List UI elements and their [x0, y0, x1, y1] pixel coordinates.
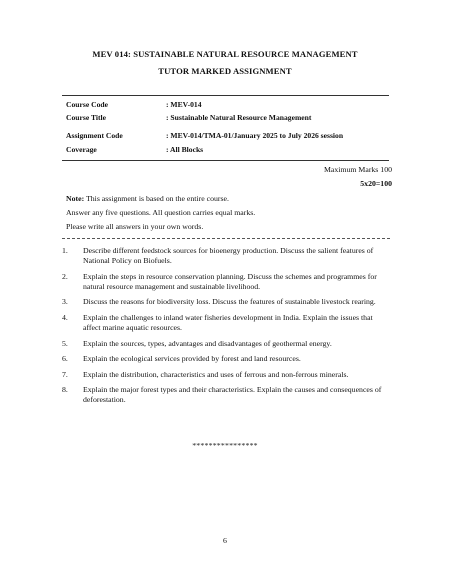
- question-text: Describe different feedstock sources for bioenergy production. Discuss the salient features of National Policy on Biofuels.: [83, 246, 374, 266]
- question-number: 7.: [62, 369, 68, 379]
- top-rule: [62, 95, 389, 96]
- marks-scheme: 5x20=100: [360, 179, 392, 188]
- question-item: [62, 354, 392, 364]
- course-title-heading: MEV 014: SUSTAINABLE NATURAL RESOURCE MANAGEMENT: [92, 49, 358, 59]
- instruction-own-words: Please write all answers in your own words.: [66, 222, 204, 231]
- question-text: Explain the distribution, characteristics and uses of ferrous and non-ferrous minerals.: [83, 369, 349, 379]
- question-number: 6.: [62, 354, 68, 364]
- question-item: [62, 272, 392, 292]
- course-code-row: [66, 100, 396, 112]
- question-item: [62, 370, 392, 380]
- question-number: 5.: [62, 338, 68, 348]
- question-item: [62, 246, 392, 266]
- note-text: This assignment is based on the entire course.: [84, 194, 229, 203]
- question-text: Explain the steps in resource conservation planning. Discuss the schemes and programmes for natural resource management and sustainable livelihood.: [83, 271, 377, 291]
- note-line: [66, 194, 229, 203]
- question-number: 2.: [62, 271, 68, 281]
- coverage-row: [66, 145, 396, 157]
- assignment-code-row: [66, 131, 396, 143]
- assignment-code-label: Assignment Code: [66, 131, 123, 140]
- assignment-code-value: : MEV-014/TMA-01/January 2025 to July 2026 session: [166, 131, 344, 140]
- question-text: Explain the challenges to inland water fisheries development in India. Explain the issues that affect marine aquatic resources.: [83, 312, 373, 333]
- question-text: Discuss the reasons for biodiversity loss. Discuss the features of sustainable livestock rearing.: [83, 297, 376, 307]
- course-title-label: Course Title: [66, 113, 107, 122]
- coverage-label: Coverage: [66, 145, 97, 154]
- assignment-type-heading: TUTOR MARKED ASSIGNMENT: [158, 66, 292, 76]
- question-list: [62, 246, 392, 406]
- page-number: 6: [223, 536, 227, 545]
- instruction-answer-five: Answer any five questions. All question carries equal marks.: [66, 208, 256, 217]
- course-code-label: Course Code: [66, 100, 108, 109]
- course-title-value: : Sustainable Natural Resource Management: [166, 113, 312, 122]
- question-number: 3.: [62, 297, 68, 307]
- bottom-rule: [62, 160, 389, 161]
- note-label: Note:: [66, 194, 85, 203]
- question-item: [62, 297, 392, 307]
- question-number: 1.: [62, 246, 68, 255]
- question-item: [62, 339, 392, 349]
- question-text: Explain the ecological services provided by forest and land resources.: [83, 354, 301, 364]
- question-text: Explain the sources, types, advantages and disadvantages of geothermal energy.: [83, 338, 332, 348]
- question-item: [62, 313, 392, 333]
- question-text: Explain the major forest types and their characteristics. Explain the causes and consequences of deforestation.: [83, 385, 382, 405]
- course-code-value: : MEV-014: [166, 100, 202, 109]
- dashed-separator: [62, 238, 390, 239]
- coverage-value: : All Blocks: [166, 145, 204, 154]
- question-item: [62, 385, 392, 405]
- course-title-row: [66, 113, 396, 125]
- maximum-marks: Maximum Marks 100: [323, 165, 392, 174]
- end-stars: ****************: [192, 441, 258, 450]
- question-number: 4.: [62, 312, 68, 322]
- question-number: 8.: [62, 385, 68, 395]
